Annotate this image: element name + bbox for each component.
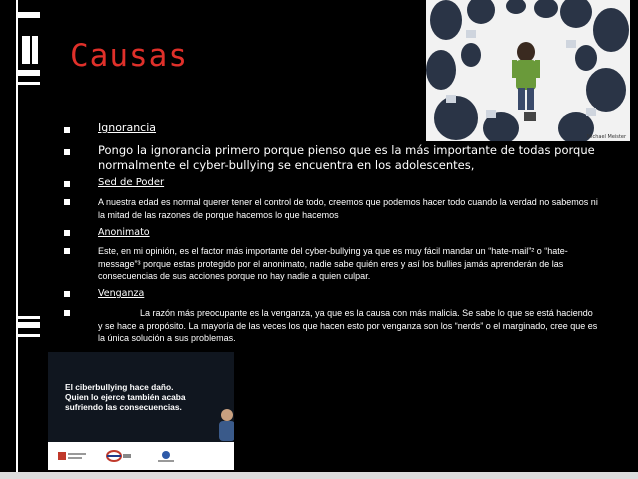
bullet-item [64,196,598,227]
slide-left-decoration [0,0,40,479]
slide-bottom-strip [0,472,638,479]
slide-left-border [16,0,18,479]
poster-message [65,382,205,412]
bullet-marker [64,127,70,133]
bullet-heading-venganza: Venganza [98,288,145,299]
bullet-item [64,245,598,288]
bullet-item [64,288,598,307]
bullet-marker [64,149,70,155]
bullet-marker [64,230,70,236]
sponsor-logo-icon [58,450,88,462]
community-logo-icon [154,450,178,462]
bullet-list [64,121,598,347]
bullet-heading-anonimato: Anonimato [98,227,150,238]
deco-bar [18,322,40,328]
slide-title: Causas [70,38,188,74]
sponsor-logos [58,450,234,464]
deco-bar [18,316,40,319]
bullet-item [64,227,598,245]
deco-bar [18,12,40,18]
deco-bar [32,36,38,64]
bullet-text: Pongo la ignorancia primero porque pienso que es la más importante de todas porque normalmente el cyber-bullying se encuentra en los adolescentes, [98,143,595,172]
poster-line: sufriendo las consecuencias. [65,402,182,412]
bullet-heading-ignorancia: Ignorancia [98,121,157,134]
bullet-marker [64,291,70,297]
bullet-marker [64,248,70,254]
poster-line: Quien lo ejerce también acaba [65,392,186,402]
deco-bar [22,36,30,64]
bullet-text: Este, en mi opinión, es el factor más importante del cyber-bullying ya que es muy fácil mandar un “hate-mail”² o “hate-message”³ porque estas protegido por el anonimato, nadie sabe quién eres y así los bullies jamás aprenderán de las consecuencias de sus acciones porque no hay nadie a quien culpar. [98,246,568,281]
bullet-heading-sed-de-poder: Sed de Poder [98,177,165,188]
deco-bar [18,82,40,85]
bullet-marker [64,310,70,316]
bullet-item [64,307,598,347]
deco-bar [18,70,40,76]
poster-line: El ciberbullying hace daño. [65,382,174,392]
bullet-marker [64,181,70,187]
bullet-marker [64,199,70,205]
bullet-text: La razón más preocupante es la venganza, ya que es la causa con más malicia. Se sabe lo que se está haciendo y se hace a propósito. La mayoría de las veces los que hacen esto por venganza son los “nerds” o el marginado, cree que es la única solución a sus problemas. [98,308,598,343]
bullet-item [64,121,598,143]
metro-logo-icon [106,450,132,462]
person-icon [213,407,234,447]
bullet-item [64,143,598,177]
campaign-poster [48,352,234,470]
cyberbullying-illustration [426,0,630,141]
bullet-text: A nuestra edad es normal querer tener el control de todo, creemos que podemos hacer todo cuando la verdad no sabemos ni la mitad de las razones de porque hacemos lo que hacemos [98,197,598,220]
deco-bar [18,334,40,337]
bullet-item [64,177,598,196]
crowd-illustration-svg [426,0,630,141]
image-credit: Michael Meister [586,134,626,140]
